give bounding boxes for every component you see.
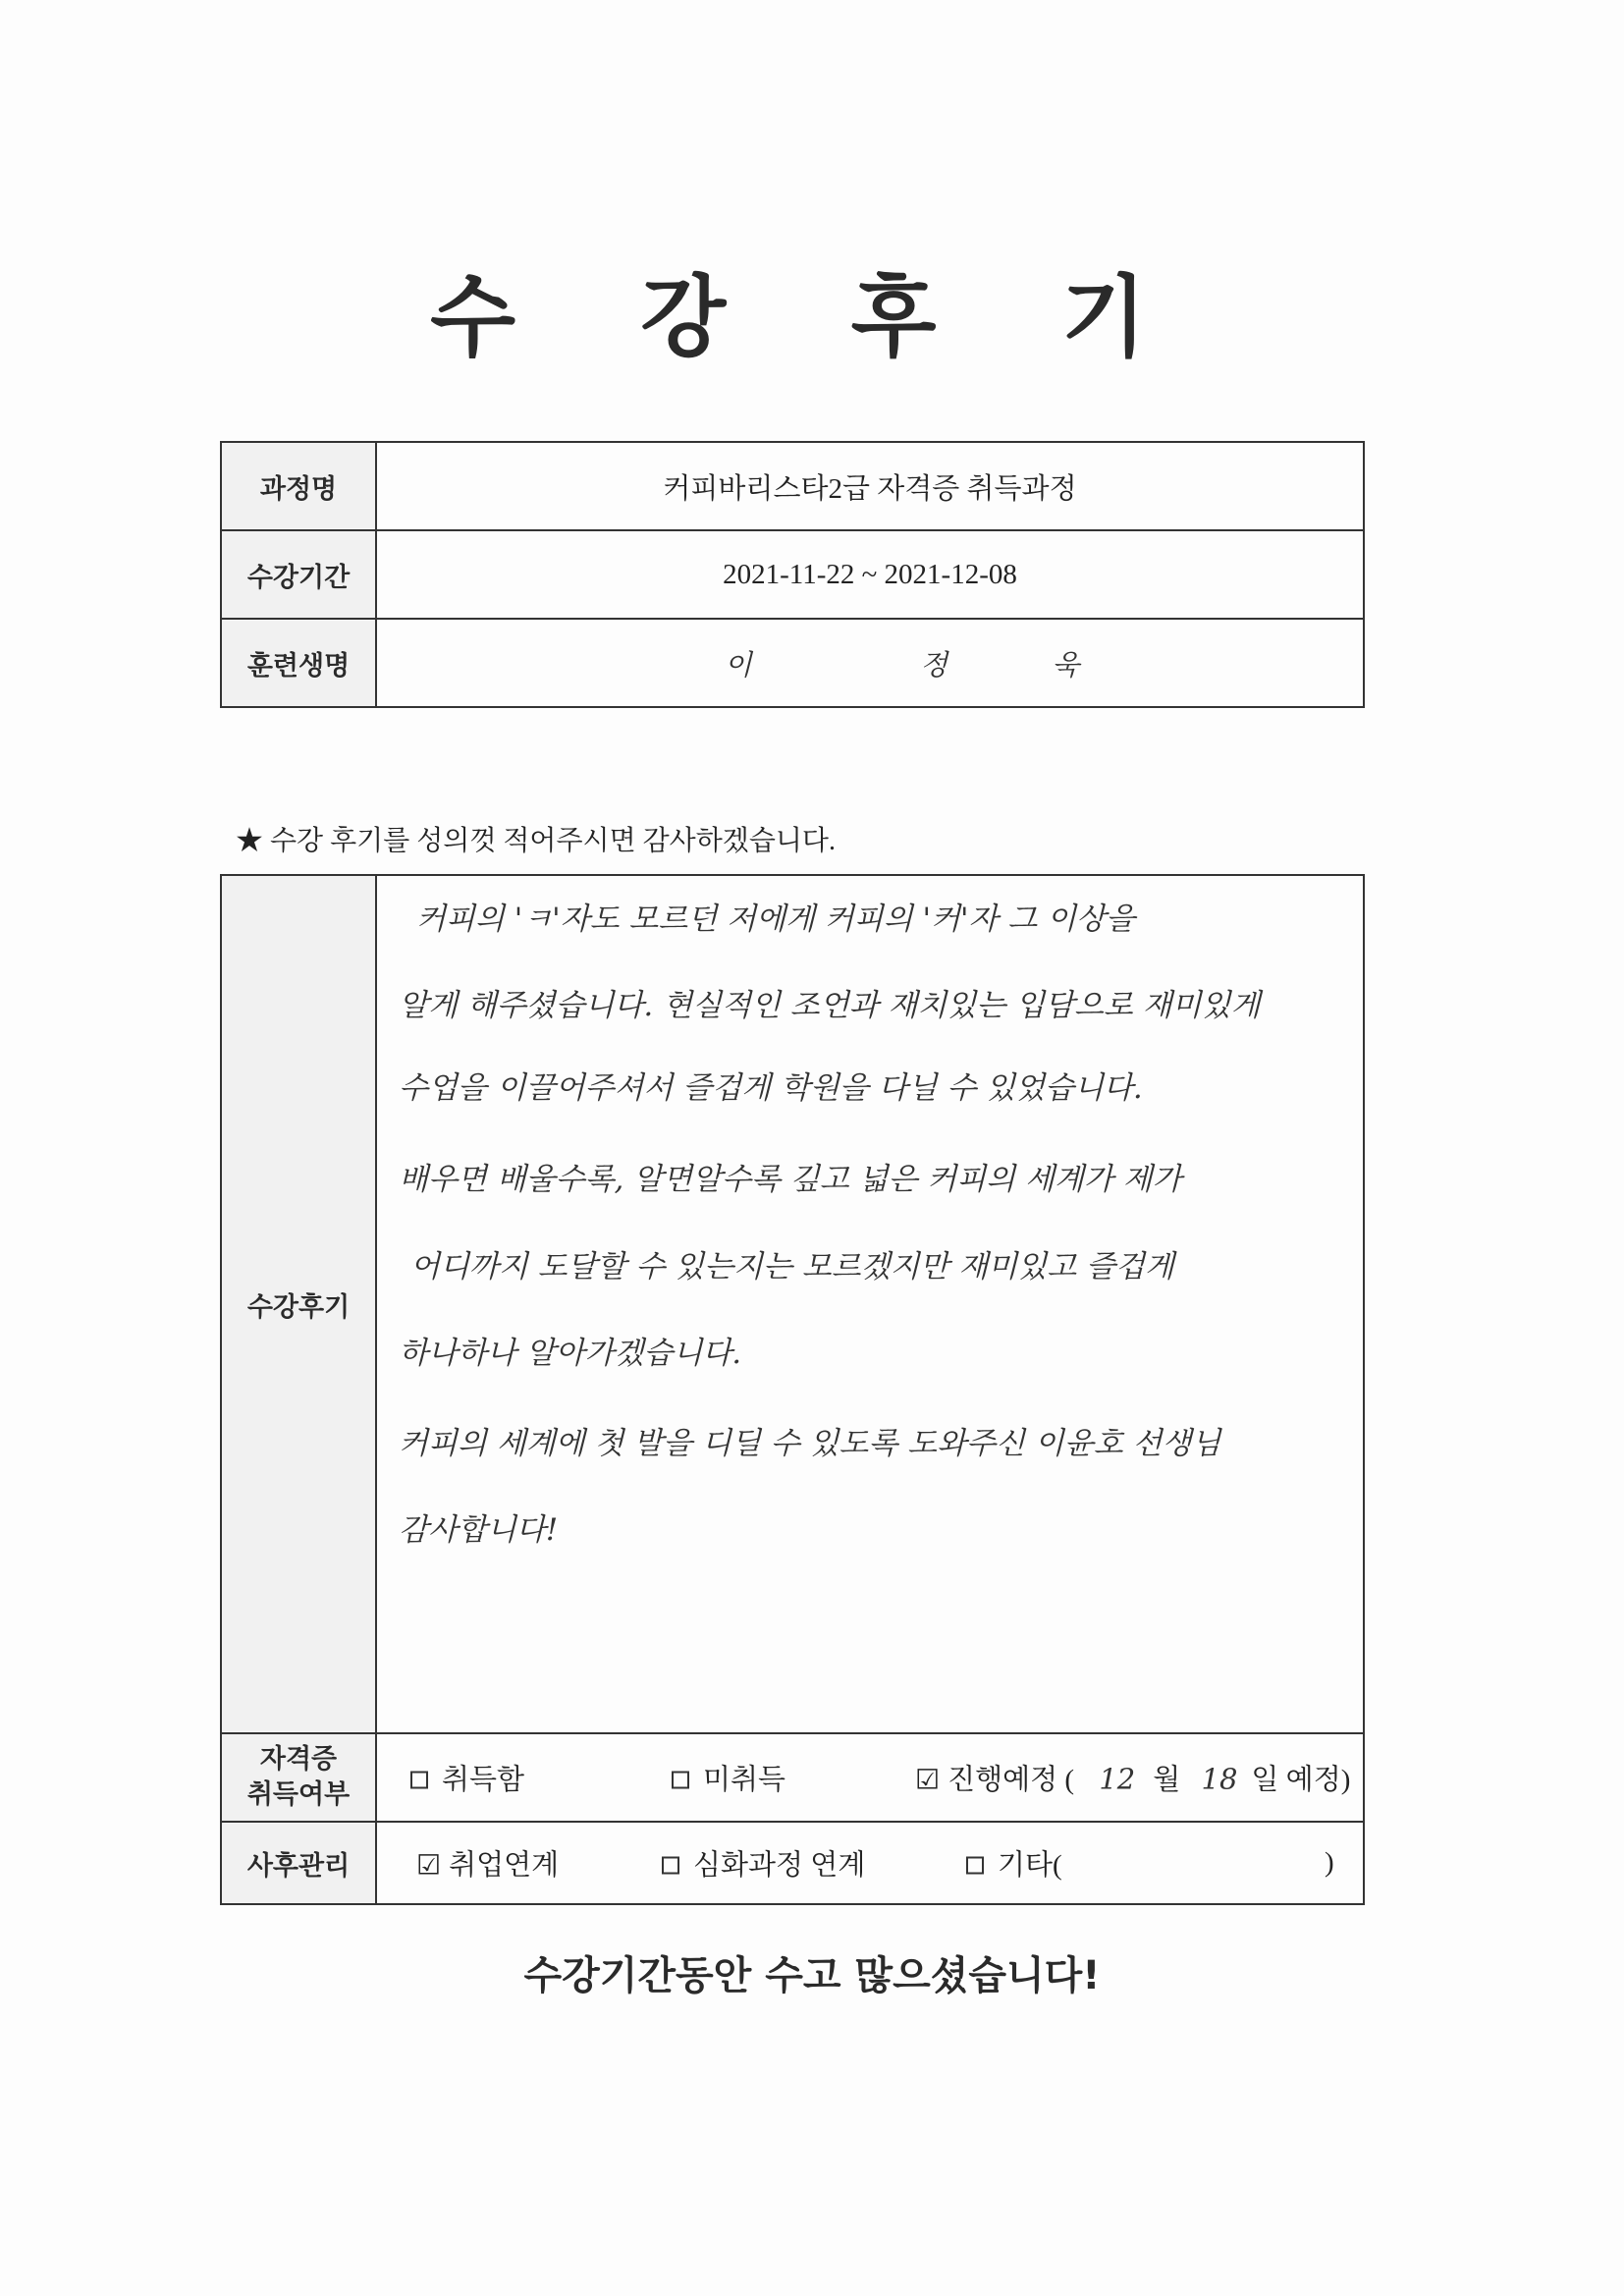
closing-message: 수강기간동안 수고 많으셨습니다! — [523, 1953, 1101, 1998]
option-other-close: ) — [1325, 1846, 1334, 1879]
review-line: 커피의 세계에 첫 발을 디딜 수 있도록 도와주신 이윤호 선생님 — [399, 1426, 1221, 1461]
course-info-table — [220, 441, 1365, 708]
option-not-acquired-label: 미취득 — [703, 1764, 786, 1796]
review-line: 알게 해주셨습니다. 현실적인 조언과 재치있는 입담으로 재미있게 — [399, 988, 1261, 1023]
option-acquired[interactable] — [410, 1758, 524, 1798]
certificate-label — [221, 1733, 376, 1822]
checkbox-empty[interactable] — [672, 1772, 689, 1789]
notice-text: ★ 수강 후기를 성의껏 적어주시면 감사하겠습니다. — [236, 826, 836, 856]
option-planned[interactable] — [915, 1758, 1350, 1798]
option-other-label: 기타( — [998, 1849, 1062, 1882]
checkbox-checked-icon[interactable]: ☑ — [416, 1850, 442, 1882]
checkbox-empty[interactable] — [662, 1857, 679, 1875]
option-employment-label: 취업연계 — [449, 1849, 560, 1882]
review-line: 어디까지 도달할 수 있는지는 모르겠지만 재미있고 즐겁게 — [410, 1249, 1174, 1285]
table-row — [221, 1822, 1364, 1904]
option-not-acquired[interactable] — [672, 1758, 785, 1798]
certificate-label-line: 취득여부 — [246, 1779, 351, 1810]
option-other[interactable] — [966, 1843, 1062, 1884]
review-line: 배우면 배울수록, 알면알수록 깊고 넓은 커피의 세계가 제가 — [399, 1162, 1182, 1197]
period-value: 2021-11-22 ~ 2021-12-08 — [376, 530, 1364, 619]
option-advanced-label: 심화과정 연계 — [693, 1849, 866, 1882]
review-line: 감사합니다! — [399, 1512, 559, 1548]
paren-open: ( — [1064, 1764, 1075, 1796]
option-employment[interactable] — [416, 1843, 559, 1884]
option-acquired-label: 취득함 — [442, 1764, 525, 1796]
planned-day: 18 — [1201, 1762, 1238, 1796]
option-advanced[interactable] — [662, 1843, 865, 1884]
review-table — [220, 874, 1365, 1905]
table-row — [221, 1733, 1364, 1822]
option-planned-label: 진행예정 — [947, 1764, 1058, 1796]
student-name-char: 욱 — [1052, 647, 1080, 682]
review-line: 수업을 이끌어주셔서 즐겁게 학원을 다닐 수 있었습니다. — [399, 1070, 1143, 1106]
planned-month: 12 — [1099, 1762, 1136, 1796]
certificate-options — [376, 1733, 1364, 1822]
course-value: 커피바리스타2급 자격증 취득과정 — [376, 442, 1364, 530]
followup-label: 사후관리 — [221, 1822, 376, 1904]
table-row — [221, 530, 1364, 619]
period-label: 수강기간 — [221, 530, 376, 619]
student-name — [376, 619, 1364, 707]
checkbox-empty[interactable] — [410, 1772, 428, 1789]
review-line: 커피의 'ㅋ'자도 모르던 저에게 커피의 '커'자 그 이상을 — [416, 902, 1135, 937]
table-row — [221, 442, 1364, 530]
table-row — [221, 619, 1364, 707]
review-label: 수강후기 — [221, 875, 376, 1733]
followup-options — [376, 1822, 1364, 1904]
student-name-char: 이 — [724, 647, 752, 682]
certificate-label-line: 자격증 — [259, 1743, 338, 1775]
page-title: 수 강 후 기 — [430, 266, 1194, 369]
table-row — [221, 875, 1364, 1733]
course-label: 과정명 — [221, 442, 376, 530]
month-unit: 월 — [1153, 1764, 1181, 1796]
student-name-char: 정 — [919, 647, 947, 682]
student-label: 훈련생명 — [221, 619, 376, 707]
checkbox-checked-icon[interactable]: ☑ — [915, 1765, 941, 1796]
review-line: 하나하나 알아가겠습니다. — [399, 1336, 742, 1371]
day-unit: 일 예정) — [1251, 1764, 1351, 1796]
review-body — [376, 875, 1364, 1733]
checkbox-empty[interactable] — [966, 1857, 984, 1875]
